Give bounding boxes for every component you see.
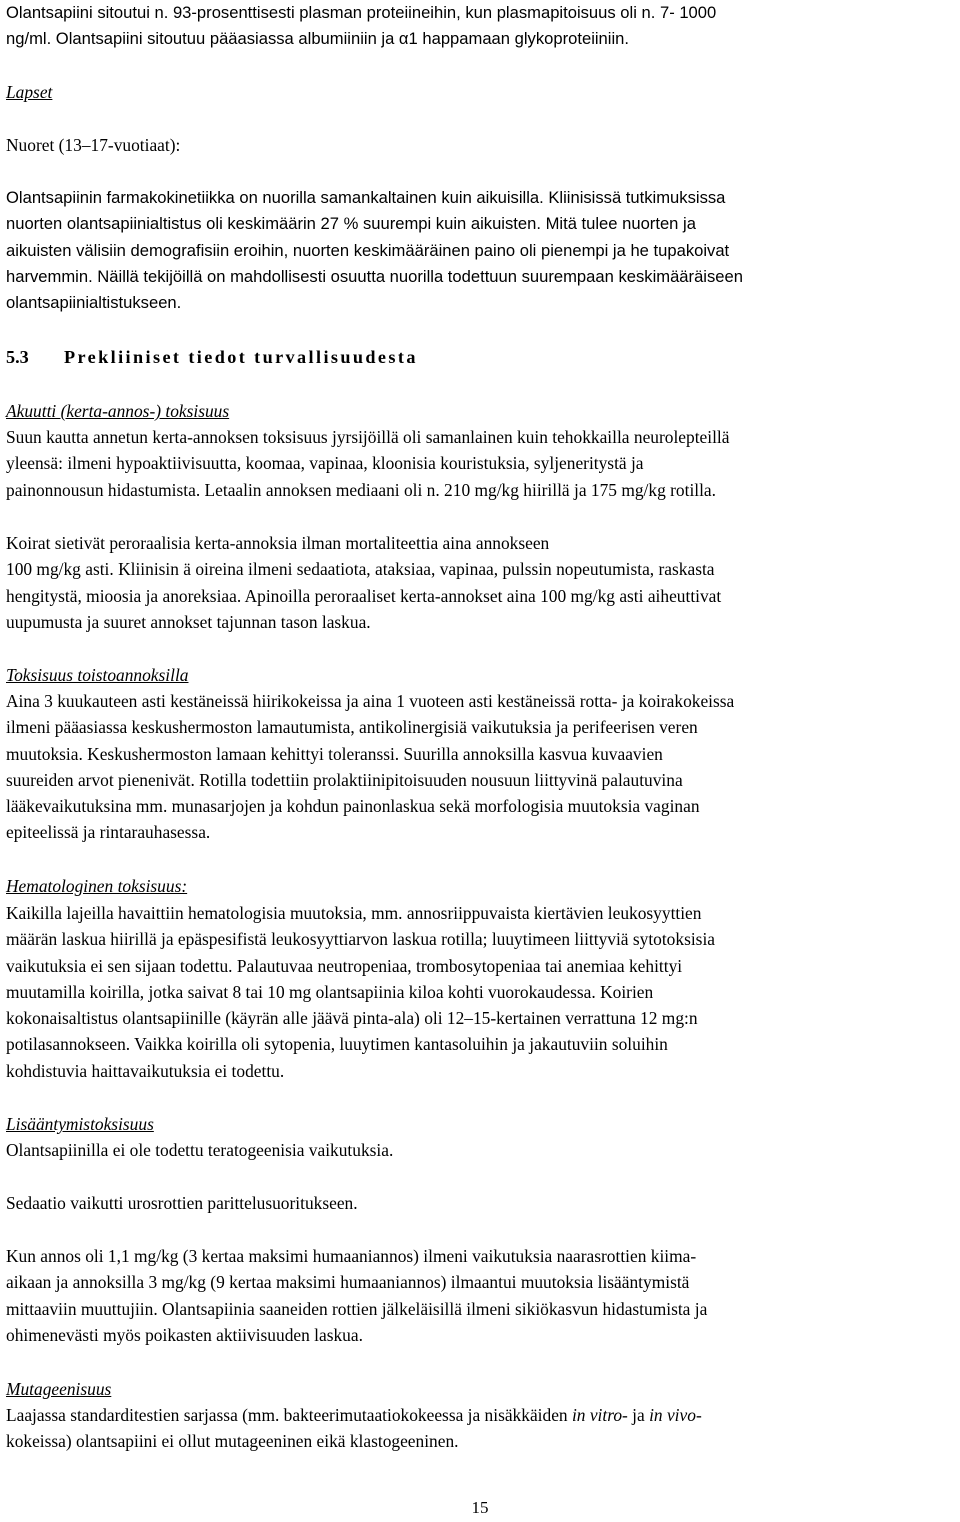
- text-segment-italic: in vivo: [649, 1405, 696, 1425]
- text-line: kokonaisaltistus olantsapiinille (käyrän alle jäävä pinta-ala) oli 12–15-kertainen verrattuna 12 mg:n: [6, 1008, 698, 1029]
- hematological-paragraph: [6, 900, 952, 1084]
- text-line: ohimenevästi myös poikasten aktiivisuuden laskua.: [6, 1324, 363, 1345]
- text-line: muutoksia. Keskushermoston lamaan kehittyi toleranssi. Suurilla annoksilla kasvua kuvaavien: [6, 743, 663, 764]
- text-line: harvemmin. Näillä tekijöillä on mahdollisesti osuutta nuorilla todettuun suurempaan keskimääräiseen: [6, 266, 743, 286]
- repeat-paragraph: [6, 688, 952, 846]
- text-line: suureiden arvot pienenivät. Rotilla todettiin prolaktiinipitoisuuden nousuun liittyvinä palautuvina: [6, 769, 683, 790]
- text-line: yleensä: ilmeni hypoaktiivisuutta, koomaa, vapinaa, kloonisia kouristuksia, syljeneritystä ja: [6, 453, 644, 474]
- hematological-toxicity-heading: Hematologinen toksisuus:: [6, 876, 188, 896]
- text-line: potilasannokseen. Vaikka koirilla oli sytopenia, luuytimen kantasoluihin ja jakautuviin soluihin: [6, 1034, 668, 1055]
- acute-toxicity-heading: Akuutti (kerta-annos-) toksisuus: [6, 401, 230, 421]
- text-segment: - ja: [622, 1405, 650, 1425]
- text-line: Kun annos oli 1,1 mg/kg (3 kertaa maksimi humaaniannos) ilmeni vaikutuksia naarasrottien kiima-: [6, 1246, 697, 1266]
- text-line: 100 mg/kg asti. Kliinisin ä oireina ilmeni sedaatiota, ataksiaa, vapinaa, pulssin nopeutumista, raskasta: [6, 559, 715, 580]
- text-line: lääkevaikutuksina mm. munasarjojen ja kohdun painonlaskua sekä morfologisia muutoksia vaginan: [6, 796, 700, 817]
- text-line: vaikutuksia ei sen sijaan todettu. Palautuvaa neutropeniaa, trombosytopeniaa tai anemiaa kehittyi: [6, 955, 683, 976]
- reproductive-toxicity-heading: Lisääntymistoksisuus: [6, 1114, 154, 1134]
- text-line: epiteelissä ja rintarauhasessa.: [6, 822, 211, 843]
- protein-binding-paragraph: [6, 0, 952, 53]
- acute-paragraph-1: [6, 424, 952, 503]
- text-line: aikaan ja annoksilla 3 mg/kg (9 kertaa maksimi humaaniannos) ilmaantui muutoksia lisääntymistä: [6, 1272, 690, 1293]
- text-line: ng/ml. Olantsapiini sitoutuu pääasiassa albumiiniin ja α1 happamaan glykoproteiiniin.: [6, 29, 630, 49]
- text-line: Olantsapiini sitoutui n. 93-prosenttisesti plasman proteiineihin, kun plasmapitoisuus oli n. 7- 1000: [6, 3, 717, 22]
- repro-paragraph-3: [6, 1243, 952, 1348]
- repeat-toxicity-heading: Toksisuus toistoannoksilla: [6, 665, 189, 685]
- repro-paragraph-1: Olantsapiinilla ei ole todettu teratogeenisia vaikutuksia.: [6, 1140, 394, 1160]
- nuoret-heading: Nuoret (13–17-vuotiaat):: [6, 135, 181, 155]
- mutagenicity-heading: Mutageenisuus: [6, 1379, 112, 1399]
- nuoret-paragraph: [6, 185, 952, 316]
- text-line: muutamilla koirilla, jotka saivat 8 tai 10 mg olantsapiinia kiloa kohti vuorokaudessa. Koirien: [6, 981, 654, 1002]
- text-line: Kaikilla lajeilla havaittiin hematologisia muutoksia, mm. annosriippuvaista kiertävien leukosyyttien: [6, 903, 702, 923]
- repro-paragraph-2: Sedaatio vaikutti urosrottien parittelusuoritukseen.: [6, 1193, 358, 1213]
- text-line: Olantsapiinin farmakokinetiikka on nuorilla samankaltainen kuin aikuisilla. Kliinisissä tutkimuksissa: [6, 188, 726, 207]
- section-heading: [6, 343, 418, 371]
- text-line: kohdistuvia haittavaikutuksia ei todettu.: [6, 1060, 285, 1081]
- text-line: Suun kautta annetun kerta-annoksen toksisuus jyrsijöillä oli samanlainen kuin tehokkailla neurolepteillä: [6, 427, 730, 447]
- text-segment: Laajassa standarditestien sarjassa (mm. bakteerimutaatiokokeessa ja nisäkkäiden: [6, 1405, 572, 1425]
- text-line: mittaaviin muuttujiin. Olantsapiinia saaneiden rottien jälkeläisillä ilmeni sikiökasvun hidastumista ja: [6, 1298, 708, 1319]
- text-line: Aina 3 kuukauteen asti kestäneissä hiirikokeissa ja aina 1 vuoteen asti kestäneissä rotta- ja koirakokeissa: [6, 691, 735, 711]
- text-line: [6, 1402, 952, 1428]
- text-line: kokeissa) olantsapiini ei ollut mutageeninen eikä klastogeeninen.: [6, 1431, 459, 1452]
- section-title: Prekliiniset tiedot turvallisuudesta: [64, 347, 418, 367]
- page-number: 15: [471, 1498, 489, 1517]
- text-line: aikuisten välisiin demografisiin eroihin, nuorten keskimääräinen paino oli pienempi ja he tupakoivat: [6, 240, 730, 260]
- text-segment: -: [695, 1405, 702, 1425]
- text-line: olantsapiinialtistukseen.: [6, 293, 182, 313]
- mutagenicity-paragraph: [6, 1402, 952, 1455]
- text-line: painonnousun hidastumista. Letaalin annoksen mediaani oli n. 210 mg/kg hiirillä ja 175 mg/kg rotilla.: [6, 479, 717, 500]
- text-line: nuorten olantsapiinialtistus oli keskimäärin 27 % suurempi kuin aikuisten. Mitä tulee nuorten ja: [6, 214, 696, 234]
- lapset-heading: Lapset: [6, 82, 53, 102]
- text-line: määrän laskua hiirillä ja epäspesifistä leukosyyttiarvon laskua rotilla; luuytimeen liittyviä sytotoksisia: [6, 929, 715, 950]
- text-line: hengitystä, mioosia ja anoreksiaa. Apinoilla peroraaliset kerta-annokset aina 100 mg/kg asti aiheuttivat: [6, 585, 722, 606]
- text-line: Koirat sietivät peroraalisia kerta-annoksia ilman mortaliteettia aina annokseen: [6, 533, 550, 553]
- acute-paragraph-2: [6, 530, 952, 635]
- text-segment-italic: in vitro: [571, 1405, 623, 1425]
- text-line: ilmeni pääasiassa keskushermoston lamautumista, antikolinergisiä vaikutuksia ja perifeerisen veren: [6, 717, 698, 738]
- text-line: uupumusta ja suuret annokset tajunnan tason laskua.: [6, 611, 371, 632]
- section-number: 5.3: [6, 347, 29, 367]
